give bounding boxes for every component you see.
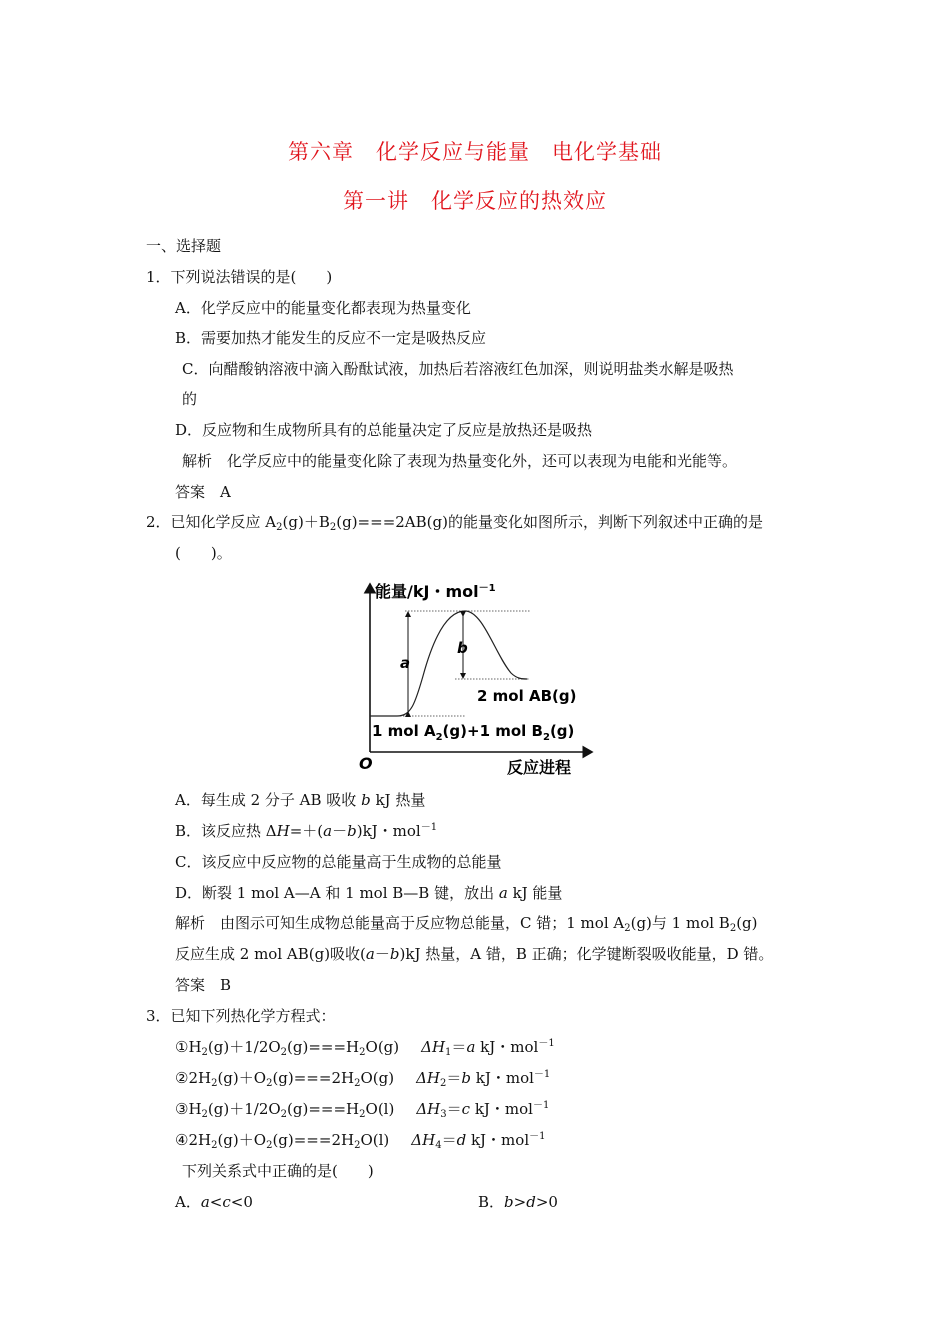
origin-label: O: [359, 754, 373, 773]
q2-stem-line2: ( )。: [175, 544, 232, 562]
q3-option-a: A．a<c<0: [175, 1193, 253, 1211]
lecture-title: 第一讲 化学反应的热效应: [343, 189, 607, 213]
q2-option-b: B．该反应热 ΔH=＋(a－b)kJ・mol$^{-1}$: [175, 822, 438, 840]
product-label: 2 mol AB(g): [477, 687, 577, 705]
q1-option-d: D．反应物和生成物所具有的总能量决定了反应是放热还是吸热: [175, 421, 593, 439]
section-heading: 一、选择题: [146, 237, 222, 255]
q3-stem: 3．已知下列热化学方程式：: [146, 1007, 336, 1025]
q1-option-a: A．化学反应中的能量变化都表现为热量变化: [175, 299, 471, 317]
q1-option-c-line2: 的: [182, 390, 198, 408]
y-axis-label: 能量/kJ・mol$^{-1}$: [375, 582, 496, 601]
q1-option-b: B．需要加热才能发生的反应不一定是吸热反应: [175, 329, 487, 347]
q2-answer: 答案 B: [175, 976, 232, 994]
chapter-title: 第六章 化学反应与能量 电化学基础: [288, 140, 662, 164]
q1-option-c-line1: C．向醋酸钠溶液中滴入酚酞试液，加热后若溶液红色加深，则说明盐类水解是吸热: [182, 360, 734, 378]
q2-option-a: A．每生成 2 分子 AB 吸收 b kJ 热量: [175, 791, 426, 809]
x-axis-label: 反应进程: [507, 758, 572, 777]
label-b: b: [457, 639, 468, 657]
q1-analysis: 解析 化学反应中的能量变化除了表现为热量变化外，还可以表现为电能和光能等。: [182, 452, 738, 470]
reactant-label: 1 mol $A_2(g)+1$ mol $B_2(g)$: [372, 722, 575, 743]
q2-option-c: C．该反应中反应物的总能量高于生成物的总能量: [175, 853, 502, 871]
q1-answer: 答案 A: [175, 483, 231, 501]
q2-analysis-line1: 解析 由图示可知生成物总能量高于反应物总能量，C 错；1 mol $A_2(g)$与 1 mol $B_2(g)$: [175, 914, 758, 934]
q2-stem: 2．已知化学反应 $A_2(g)+B_2(g)===2AB(g)$的能量变化如图所示，判断下列叙述中正确的是: [146, 513, 763, 533]
q3-prompt: 下列关系式中正确的是( ): [182, 1162, 374, 1180]
q3-equation-4: $④2H_2(g)+O_2(g)===2H_2O(l)$ $\Delta H_4=d$ kJ・mol$^{-1}$: [175, 1131, 546, 1151]
q3-option-b: B．b>d>0: [478, 1193, 558, 1211]
q3-equation-3: $③H_2(g)+1/2O_2(g)===H_2O(l)$ $\Delta H_3=c$ kJ・mol$^{-1}$: [175, 1100, 550, 1120]
q3-equation-1: $①H_2(g)+1/2O_2(g)===H_2O(g)$ $\Delta H_1=a$ kJ・mol$^{-1}$: [175, 1038, 555, 1058]
q3-equation-2: $②2H_2(g)+O_2(g)===2H_2O(g)$ $\Delta H_2=b$ kJ・mol$^{-1}$: [175, 1069, 551, 1089]
q2-analysis-line2: 反应生成 2 mol AB(g)吸收(a－b)kJ 热量，A 错，B 正确；化学键断裂吸收能量，D 错。: [175, 945, 774, 963]
q1-stem: 1．下列说法错误的是( ): [146, 268, 333, 286]
q2-option-d: D．断裂 1 mol A—A 和 1 mol B—B 键，放出 a kJ 能量: [175, 884, 563, 902]
energy-diagram: [355, 576, 595, 786]
label-a: a: [400, 654, 411, 672]
